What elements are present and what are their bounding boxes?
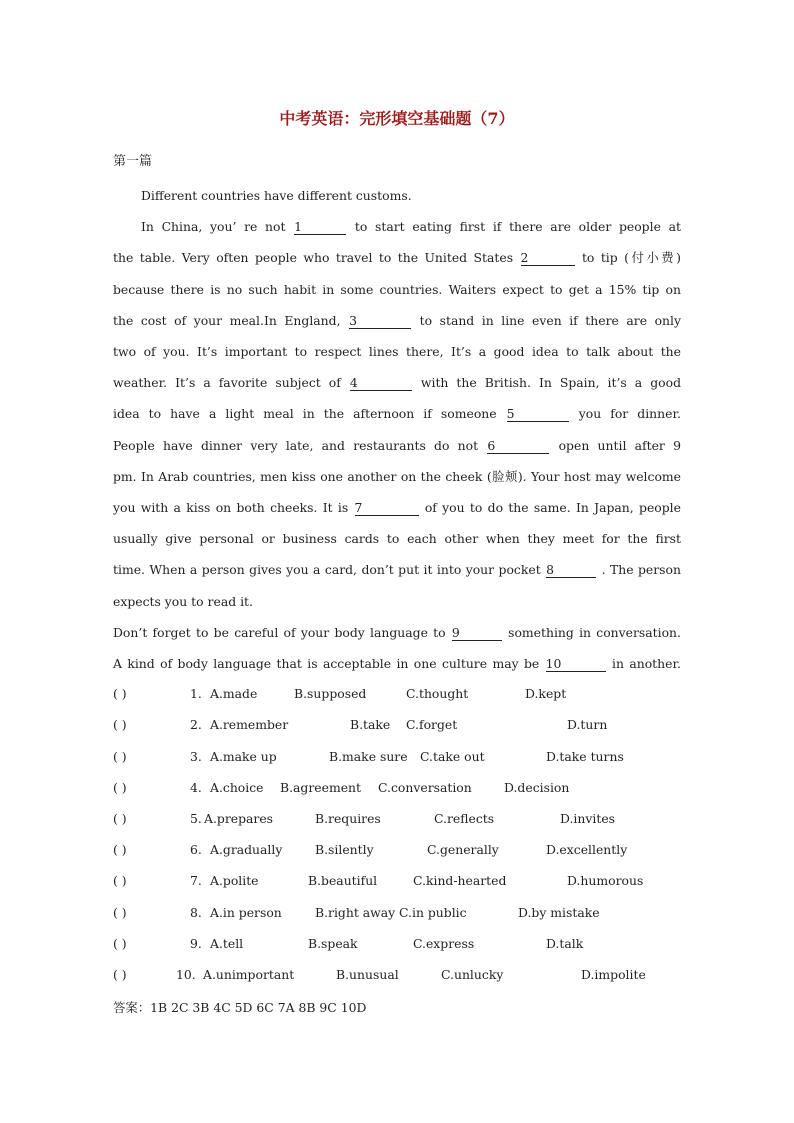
passage-line: pm. In Arab countries, men kiss one another on the cheek (脸颊). Your host may welcome (113, 469, 681, 484)
question-number: 8. (190, 905, 202, 920)
option-c: C.thought (406, 686, 469, 701)
passage-line: because there is no such habit in some countries. Waiters expect to get a 15% tip on (113, 282, 681, 297)
option-d: D.turn (567, 717, 608, 732)
option-b: B.beautiful (308, 873, 378, 888)
option-c: C.take out (420, 749, 485, 764)
option-b: B.make sure (329, 749, 408, 764)
option-d: D.impolite (581, 967, 646, 982)
option-a: A.remember (210, 717, 289, 732)
question-number: 7. (190, 873, 202, 888)
option-a: A.tell (210, 936, 244, 951)
passage-line: the cost of your meal.In England, 3 to stand in line even if there are only (113, 313, 681, 328)
option-a: A.gradually (210, 842, 283, 857)
question-number: 2. (190, 717, 202, 732)
blank-2[interactable]: 2 (521, 251, 575, 266)
question-number: 3. (190, 749, 202, 764)
option-d: D.by mistake (518, 905, 600, 920)
passage-line: time. When a person gives you a card, don’t put it into your pocket 8 . The person (113, 562, 681, 577)
blank-10[interactable]: 10 (546, 657, 606, 672)
option-b: B.right away (315, 905, 396, 920)
option-c: C.reflects (434, 811, 495, 826)
answer-paren[interactable]: ( ) (113, 873, 127, 888)
option-d: D.talk (546, 936, 584, 951)
question-number: 5. (190, 811, 202, 826)
passage-line: A kind of body language that is acceptable in one culture may be 10 in another. (113, 656, 681, 671)
option-a: A.choice (210, 780, 264, 795)
page-title: 中考英语：完形填空基础题（7） (279, 109, 515, 128)
option-d: D.kept (525, 686, 567, 701)
answer-paren[interactable]: ( ) (113, 717, 127, 732)
blank-1[interactable]: 1 (294, 220, 346, 235)
option-b: B.requires (315, 811, 381, 826)
passage-line: usually give personal or business cards to each other when they meet for the first (113, 531, 681, 546)
option-b: B.silently (315, 842, 374, 857)
passage-line: idea to have a light meal in the afternoon if someone 5 you for dinner. (113, 406, 681, 421)
question-number: 10. (176, 967, 196, 982)
blank-7[interactable]: 7 (355, 501, 419, 516)
passage-line: the table. Very often people who travel to the United States 2 to tip (付小费) (113, 250, 681, 265)
option-c: C.in public (399, 905, 467, 920)
option-c: C.express (413, 936, 475, 951)
option-d: D.humorous (567, 873, 644, 888)
option-d: D.invites (560, 811, 616, 826)
blank-8[interactable]: 8 (546, 563, 596, 578)
passage-line: you with a kiss on both cheeks. It is 7 of you to do the same. In Japan, people (113, 500, 681, 515)
blank-4[interactable]: 4 (350, 376, 412, 391)
option-c: C.unlucky (441, 967, 504, 982)
question-number: 6. (190, 842, 202, 857)
option-c: C.conversation (378, 780, 472, 795)
passage-line: Different countries have different customs. (141, 188, 412, 203)
question-number: 9. (190, 936, 202, 951)
option-b: B.unusual (336, 967, 399, 982)
section-heading: 第一篇 (113, 154, 153, 169)
option-c: C.forget (406, 717, 458, 732)
option-a: A.unimportant (203, 967, 295, 982)
passage-line: two of you. It’s important to respect lines there, It’s a good idea to talk about the (113, 344, 681, 359)
answer-paren[interactable]: ( ) (113, 905, 127, 920)
answer-paren[interactable]: ( ) (113, 842, 127, 857)
question-number: 1. (190, 686, 202, 701)
answer-paren[interactable]: ( ) (113, 686, 127, 701)
answer-paren[interactable]: ( ) (113, 936, 127, 951)
blank-9[interactable]: 9 (452, 626, 502, 641)
option-d: D.decision (504, 780, 570, 795)
answer-paren[interactable]: ( ) (113, 811, 127, 826)
question-number: 4. (190, 780, 202, 795)
passage-line: Don’t forget to be careful of your body language to 9 something in conversation. (113, 625, 681, 640)
answer-paren[interactable]: ( ) (113, 749, 127, 764)
option-b: B.agreement (280, 780, 361, 795)
passage-line: weather. It’s a favorite subject of 4 with the British. In Spain, it’s a good (113, 375, 681, 390)
passage-line: expects you to read it. (113, 594, 253, 609)
option-d: D.excellently (546, 842, 628, 857)
blank-5[interactable]: 5 (507, 407, 569, 422)
option-a: A.polite (210, 873, 259, 888)
answer-key: 答案：1B 2C 3B 4C 5D 6C 7A 8B 9C 10D (113, 1000, 367, 1015)
option-a: A.make up (210, 749, 277, 764)
blank-3[interactable]: 3 (349, 314, 411, 329)
blank-6[interactable]: 6 (487, 439, 549, 454)
passage-line: People have dinner very late, and restaurants do not 6 open until after 9 (113, 438, 681, 453)
option-a: A.in person (210, 905, 282, 920)
option-c: C.kind-hearted (413, 873, 507, 888)
option-b: B.speak (308, 936, 358, 951)
option-a: A.made (210, 686, 258, 701)
answer-paren[interactable]: ( ) (113, 967, 127, 982)
passage-line: In China, you’ re not 1 to start eating first if there are older people at (141, 219, 681, 234)
option-b: B.take (350, 717, 391, 732)
option-b: B.supposed (294, 686, 367, 701)
option-a: A.prepares (204, 811, 274, 826)
option-d: D.take turns (546, 749, 624, 764)
answer-paren[interactable]: ( ) (113, 780, 127, 795)
option-c: C.generally (427, 842, 499, 857)
